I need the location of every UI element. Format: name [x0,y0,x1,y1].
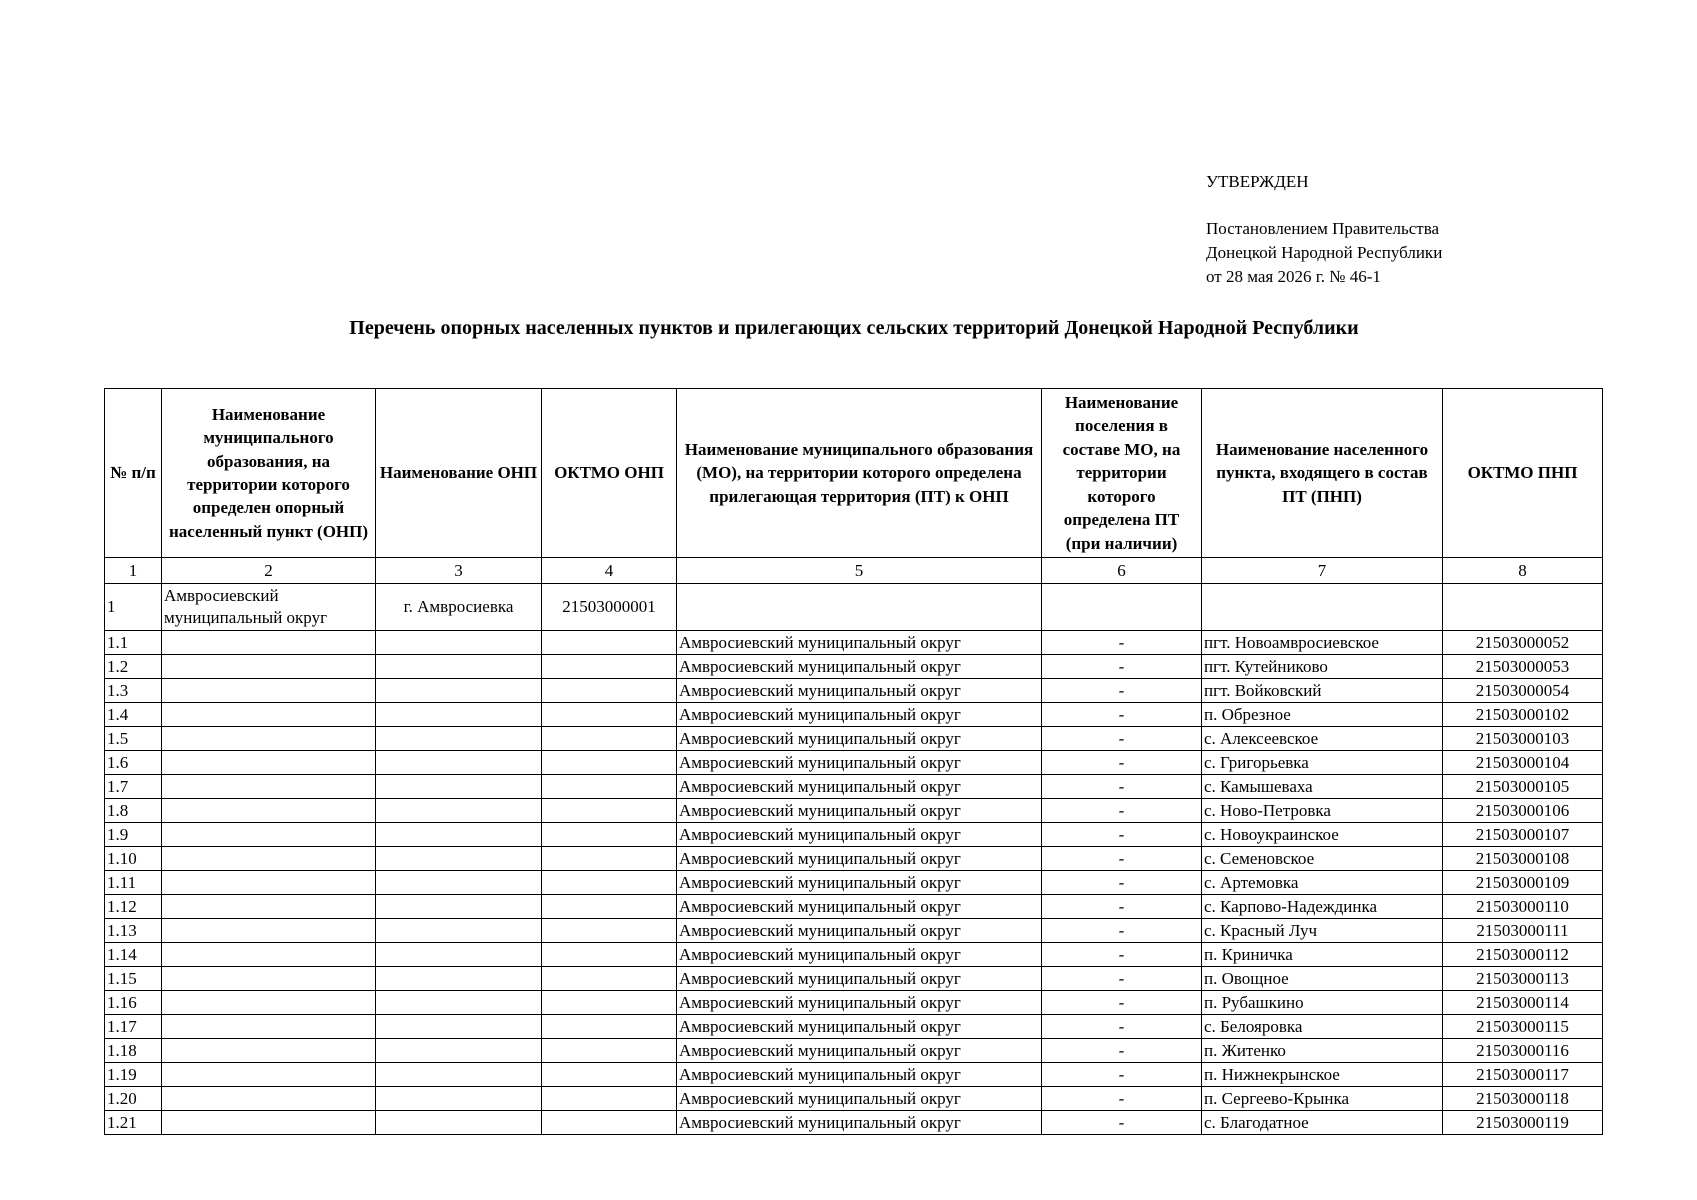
column-number: 3 [376,558,542,584]
empty-cell [162,1111,376,1135]
settlement: - [1042,703,1202,727]
row-number: 1.16 [105,991,162,1015]
row-number: 1.6 [105,751,162,775]
table-row [105,1015,1603,1039]
empty-cell [162,919,376,943]
empty-cell [162,847,376,871]
empty-cell [542,823,677,847]
empty-cell [376,991,542,1015]
empty-cell [542,703,677,727]
empty-cell [376,919,542,943]
row-number: 1.5 [105,727,162,751]
row-number: 1 [105,584,162,631]
row-number: 1.13 [105,919,162,943]
empty-cell [542,1063,677,1087]
empty-cell [162,1039,376,1063]
settlement: - [1042,679,1202,703]
row-number: 1.2 [105,655,162,679]
settlement: - [1042,847,1202,871]
table-row [105,871,1603,895]
settlement: - [1042,1063,1202,1087]
table-row [105,799,1603,823]
pnp-name: с. Артемовка [1202,871,1443,895]
pt-municipality: Амвросиевский муниципальный округ [677,655,1042,679]
table-row [105,919,1603,943]
table-row [105,943,1603,967]
row-number: 1.10 [105,847,162,871]
empty-cell [542,1039,677,1063]
table-row [105,1087,1603,1111]
pnp-name: пгт. Кутейниково [1202,655,1443,679]
pnp-oktmo: 21503000116 [1443,1039,1603,1063]
empty-cell [162,895,376,919]
empty-cell [1202,584,1443,631]
empty-cell [376,967,542,991]
pnp-oktmo: 21503000053 [1443,655,1603,679]
pt-municipality: Амвросиевский муниципальный округ [677,775,1042,799]
pt-municipality: Амвросиевский муниципальный округ [677,1087,1042,1111]
empty-cell [376,799,542,823]
pnp-name: п. Сергеево-Крынка [1202,1087,1443,1111]
pnp-oktmo: 21503000114 [1443,991,1603,1015]
row-number: 1.1 [105,631,162,655]
settlements-table [104,388,1603,1135]
pt-municipality: Амвросиевский муниципальный округ [677,1015,1042,1039]
settlement: - [1042,967,1202,991]
header-onp-oktmo: ОКТМО ОНП [542,389,677,558]
column-number: 6 [1042,558,1202,584]
pnp-name: п. Рубашкино [1202,991,1443,1015]
row-number: 1.15 [105,967,162,991]
settlement: - [1042,943,1202,967]
empty-cell [162,751,376,775]
empty-cell [542,1015,677,1039]
table-row [105,1063,1603,1087]
table-row [105,751,1603,775]
empty-cell [376,655,542,679]
header-onp-name: Наименование ОНП [376,389,542,558]
empty-cell [162,991,376,1015]
empty-cell [542,967,677,991]
row-number: 1.18 [105,1039,162,1063]
empty-cell [542,1111,677,1135]
row-number: 1.19 [105,1063,162,1087]
empty-cell [542,775,677,799]
pt-municipality: Амвросиевский муниципальный округ [677,727,1042,751]
empty-cell [376,847,542,871]
pnp-name: с. Карпово-Надеждинка [1202,895,1443,919]
column-number: 5 [677,558,1042,584]
pnp-oktmo: 21503000112 [1443,943,1603,967]
empty-cell [162,823,376,847]
pnp-oktmo: 21503000105 [1443,775,1603,799]
settlement: - [1042,871,1202,895]
pnp-oktmo: 21503000107 [1443,823,1603,847]
pnp-oktmo: 21503000109 [1443,871,1603,895]
settlement: - [1042,1111,1202,1135]
pnp-oktmo: 21503000115 [1443,1015,1603,1039]
empty-cell [162,1063,376,1087]
empty-cell [542,943,677,967]
row-number: 1.3 [105,679,162,703]
empty-cell [162,871,376,895]
pnp-name: п. Житенко [1202,1039,1443,1063]
header-pnp-name: Наименование населенного пункта, входящего в состав ПТ (ПНП) [1202,389,1443,558]
row-number: 1.14 [105,943,162,967]
pt-municipality: Амвросиевский муниципальный округ [677,1039,1042,1063]
pnp-oktmo: 21503000103 [1443,727,1603,751]
header-number: № п/п [105,389,162,558]
empty-cell [376,1015,542,1039]
approval-authority-line2: Донецкой Народной Республики [1206,243,1443,262]
pt-municipality: Амвросиевский муниципальный округ [677,871,1042,895]
document-title: Перечень опорных населенных пунктов и прилегающих сельских территорий Донецкой Народной Республики [349,317,1359,339]
empty-cell [162,775,376,799]
empty-cell [542,679,677,703]
pnp-oktmo: 21503000119 [1443,1111,1603,1135]
pnp-name: п. Криничка [1202,943,1443,967]
settlement: - [1042,919,1202,943]
empty-cell [376,1111,542,1135]
empty-cell [162,1015,376,1039]
empty-cell [376,703,542,727]
row-number: 1.7 [105,775,162,799]
settlement: - [1042,799,1202,823]
empty-cell [162,631,376,655]
row-number: 1.4 [105,703,162,727]
table-row [105,679,1603,703]
pt-municipality: Амвросиевский муниципальный округ [677,679,1042,703]
pt-municipality: Амвросиевский муниципальный округ [677,991,1042,1015]
pt-municipality: Амвросиевский муниципальный округ [677,631,1042,655]
table-row [105,1111,1603,1135]
pnp-oktmo: 21503000108 [1443,847,1603,871]
empty-cell [376,631,542,655]
empty-cell [162,967,376,991]
table-row [105,775,1603,799]
empty-cell [376,823,542,847]
empty-cell [542,751,677,775]
onp-municipality: Амвросиевский муниципальный округ [162,584,376,631]
pnp-name: с. Белояровка [1202,1015,1443,1039]
table-header-row [105,389,1603,558]
pnp-oktmo: 21503000110 [1443,895,1603,919]
empty-cell [542,895,677,919]
empty-cell [162,655,376,679]
empty-cell [376,727,542,751]
column-number: 1 [105,558,162,584]
pt-municipality: Амвросиевский муниципальный округ [677,751,1042,775]
pnp-name: с. Камышеваха [1202,775,1443,799]
settlement: - [1042,631,1202,655]
pt-municipality: Амвросиевский муниципальный округ [677,943,1042,967]
empty-cell [162,1087,376,1111]
empty-cell [542,871,677,895]
header-pnp-oktmo: ОКТМО ПНП [1443,389,1603,558]
pnp-oktmo: 21503000052 [1443,631,1603,655]
table-row [105,703,1603,727]
approval-date: от 28 мая 2026 г. № 46-1 [1206,267,1381,286]
row-number: 1.17 [105,1015,162,1039]
pnp-name: п. Обрезное [1202,703,1443,727]
pnp-oktmo: 21503000054 [1443,679,1603,703]
empty-cell [162,799,376,823]
pt-municipality: Амвросиевский муниципальный округ [677,1063,1042,1087]
pnp-name: с. Благодатное [1202,1111,1443,1135]
column-number: 8 [1443,558,1603,584]
header-pt-municipality: Наименование муниципального образования (МО), на территории которого определена прилегающая территория (ПТ) к ОНП [677,389,1042,558]
approval-status: УТВЕРЖДЕН [1206,172,1309,191]
header-settlement: Наименование поселения в составе МО, на территории которого определена ПТ (при наличии) [1042,389,1202,558]
table-row [105,727,1603,751]
pt-municipality: Амвросиевский муниципальный округ [677,895,1042,919]
settlement: - [1042,823,1202,847]
row-number: 1.8 [105,799,162,823]
empty-cell [376,1039,542,1063]
row-number: 1.11 [105,871,162,895]
row-number: 1.21 [105,1111,162,1135]
pnp-name: п. Овощное [1202,967,1443,991]
row-number: 1.20 [105,1087,162,1111]
empty-cell [162,943,376,967]
empty-cell [162,679,376,703]
empty-cell [542,991,677,1015]
empty-cell [162,703,376,727]
settlement: - [1042,895,1202,919]
settlement: - [1042,727,1202,751]
pt-municipality: Амвросиевский муниципальный округ [677,703,1042,727]
empty-cell [376,751,542,775]
pnp-name: с. Григорьевка [1202,751,1443,775]
empty-cell [542,847,677,871]
empty-cell [542,919,677,943]
settlement: - [1042,655,1202,679]
table-row [105,895,1603,919]
pnp-oktmo: 21503000117 [1443,1063,1603,1087]
empty-cell [542,727,677,751]
onp-name: г. Амвросиевка [376,584,542,631]
settlement: - [1042,1015,1202,1039]
empty-cell [162,727,376,751]
empty-cell [542,631,677,655]
pnp-name: с. Новоукраинское [1202,823,1443,847]
pnp-name: с. Алексеевское [1202,727,1443,751]
table-row [105,631,1603,655]
table-row [105,823,1603,847]
column-numbers-row [105,558,1603,584]
pnp-oktmo: 21503000113 [1443,967,1603,991]
empty-cell [376,1063,542,1087]
row-number: 1.12 [105,895,162,919]
settlement: - [1042,1039,1202,1063]
settlement: - [1042,991,1202,1015]
pnp-name: с. Семеновское [1202,847,1443,871]
empty-cell [542,655,677,679]
table-row [105,847,1603,871]
table-row [105,655,1603,679]
pnp-oktmo: 21503000118 [1443,1087,1603,1111]
row-number: 1.9 [105,823,162,847]
pnp-name: пгт. Войковский [1202,679,1443,703]
pt-municipality: Амвросиевский муниципальный округ [677,823,1042,847]
table-row [105,991,1603,1015]
empty-cell [542,799,677,823]
column-number: 4 [542,558,677,584]
empty-cell [376,943,542,967]
pt-municipality: Амвросиевский муниципальный округ [677,799,1042,823]
empty-cell [376,895,542,919]
empty-cell [1443,584,1603,631]
column-number: 7 [1202,558,1443,584]
pnp-name: с. Ново-Петровка [1202,799,1443,823]
empty-cell [376,1087,542,1111]
table-row [105,967,1603,991]
approval-authority-line1: Постановлением Правительства [1206,219,1440,238]
header-onp-municipality: Наименование муниципального образования, на территории которого определен опорный населенный пункт (ОНП) [162,389,376,558]
pnp-oktmo: 21503000102 [1443,703,1603,727]
pnp-name: с. Красный Луч [1202,919,1443,943]
pt-municipality: Амвросиевский муниципальный округ [677,847,1042,871]
table-row-main [105,584,1603,631]
onp-oktmo: 21503000001 [542,584,677,631]
empty-cell [376,679,542,703]
empty-cell [542,1087,677,1111]
column-number: 2 [162,558,376,584]
pt-municipality: Амвросиевский муниципальный округ [677,967,1042,991]
empty-cell [677,584,1042,631]
pnp-name: п. Нижнекрынское [1202,1063,1443,1087]
settlement: - [1042,775,1202,799]
pt-municipality: Амвросиевский муниципальный округ [677,1111,1042,1135]
empty-cell [376,871,542,895]
empty-cell [1042,584,1202,631]
pnp-name: пгт. Новоамвросиевское [1202,631,1443,655]
pnp-oktmo: 21503000104 [1443,751,1603,775]
pnp-oktmo: 21503000111 [1443,919,1603,943]
settlement: - [1042,1087,1202,1111]
pnp-oktmo: 21503000106 [1443,799,1603,823]
pt-municipality: Амвросиевский муниципальный округ [677,919,1042,943]
settlement: - [1042,751,1202,775]
approval-block [1206,170,1442,289]
empty-cell [376,775,542,799]
table-row [105,1039,1603,1063]
